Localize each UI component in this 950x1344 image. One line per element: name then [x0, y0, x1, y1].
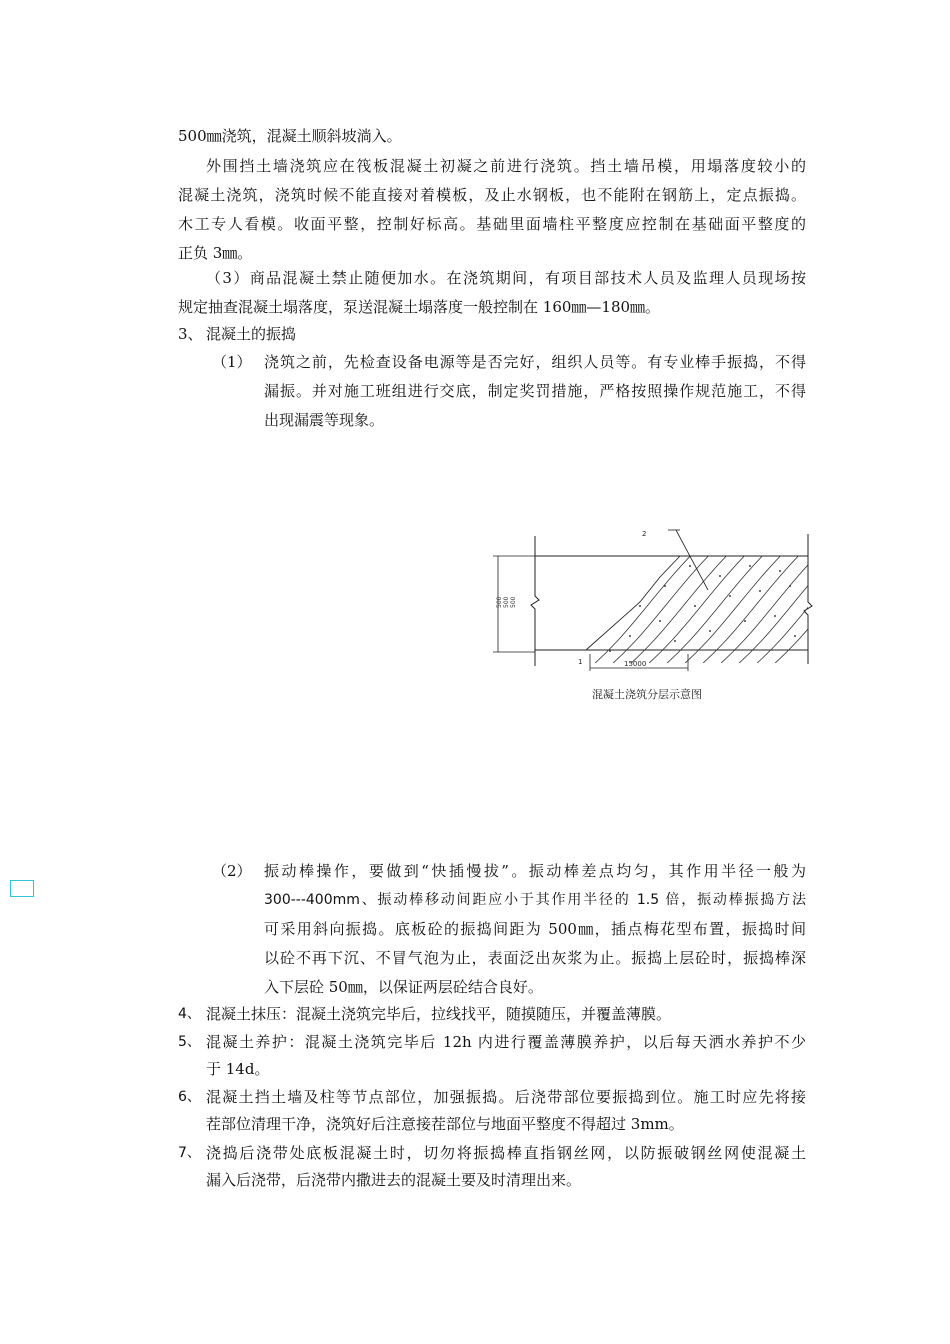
intro-line: 500㎜浇筑，混凝土顺斜坡淌入。 — [178, 127, 402, 145]
list-number: 6、 — [178, 1089, 201, 1105]
list-item-line: 漏入后浇带，后浇带内撒进去的混凝土要及时清理出来。 — [206, 1171, 582, 1189]
item-line: 可采用斜向振捣。底板砼的振捣间距为 500㎜，插点梅花型布置，振捣时间 — [264, 920, 806, 938]
list-item-line: 混凝土抹压：混凝土浇筑完毕后，拉线找平，随摸随压，并覆盖薄膜。 — [206, 1005, 672, 1023]
item-line: 以砼不再下沉、不冒气泡为止，表面泛出灰浆为止。振捣上层砼时，振捣棒深 — [264, 949, 806, 967]
figure-dimension: 15000 — [624, 660, 647, 668]
item-number: （2） — [212, 862, 252, 880]
paragraph-line: 外围挡土墙浇筑应在筏板混凝土初凝之前进行浇筑。挡土墙吊模，用塌落度较小的 — [206, 157, 806, 175]
list-item-line: 茬部位清理干净，浇筑好后注意接茬部位与地面平整度不得超过 3mm。 — [206, 1115, 684, 1133]
dim-stack-label: 500 — [496, 596, 503, 608]
item-line: 漏振。并对施工班组进行交底，制定奖罚措施，严格按照操作规范施工，不得 — [264, 382, 806, 400]
list-item-line: 于 14d。 — [206, 1060, 270, 1078]
paragraph-line: （3）商品混凝土禁止随便加水。在浇筑期间，有项目部技术人员及监理人员现场按 — [206, 269, 806, 287]
list-number: 5、 — [178, 1034, 201, 1050]
section-number: 3、 — [178, 325, 203, 343]
paragraph-line: 正负 3㎜。 — [178, 244, 253, 262]
paragraph-line: 混凝土浇筑，浇筑时候不能直接对着模板，及止水钢板，也不能附在钢筋上，定点振捣。 — [178, 186, 806, 204]
selection-marker[interactable] — [10, 880, 34, 897]
pouring-layers-diagram — [490, 526, 830, 686]
figure-caption: 混凝土浇筑分层示意图 — [592, 688, 702, 701]
figure-label-top: 2 — [642, 530, 647, 538]
item-line: 浇筑之前，先检查设备电源等是否完好，组织人员等。有专业棒手振捣，不得 — [264, 353, 806, 371]
list-item-line: 浇捣后浇带处底板混凝土时，切勿将振捣棒直指钢丝网，以防振破钢丝网使混凝土 — [206, 1144, 806, 1162]
figure-label-bottom: 1 — [578, 658, 583, 666]
list-item-line: 混凝土挡土墙及柱等节点部位，加强振捣。后浇带部位要振捣到位。施工时应先将接 — [206, 1088, 806, 1106]
dim-stack-label: 500 — [510, 596, 517, 608]
item-line: 出现漏震等现象。 — [264, 411, 385, 429]
item-number: （1） — [212, 353, 252, 371]
item-line: 入下层砼 50㎜，以保证两层砼结合良好。 — [264, 978, 543, 996]
item-line: 300---400mm、振动棒移动间距应小于其作用半径的 1.5 倍，振动棒振捣方法 — [264, 892, 806, 908]
list-number: 4、 — [178, 1006, 201, 1022]
paragraph-line: 规定抽查混凝土塌落度，泵送混凝土塌落度一般控制在 160㎜—180㎜。 — [178, 298, 661, 316]
paragraph-line: 木工专人看模。收面平整，控制好标高。基础里面墙柱平整度应控制在基础面平整度的 — [178, 215, 806, 233]
list-number: 7、 — [178, 1145, 201, 1161]
list-item-line: 混凝土养护：混凝土浇筑完毕后 12h 内进行覆盖薄膜养护，以后每天洒水养护不少 — [206, 1033, 806, 1051]
item-line: 振动棒操作，要做到“快插慢拔”。振动棒差点均匀，其作用半径一般为 — [264, 862, 806, 880]
dim-stack-label: 500 — [503, 596, 510, 608]
section-title: 混凝土的振捣 — [206, 325, 297, 343]
